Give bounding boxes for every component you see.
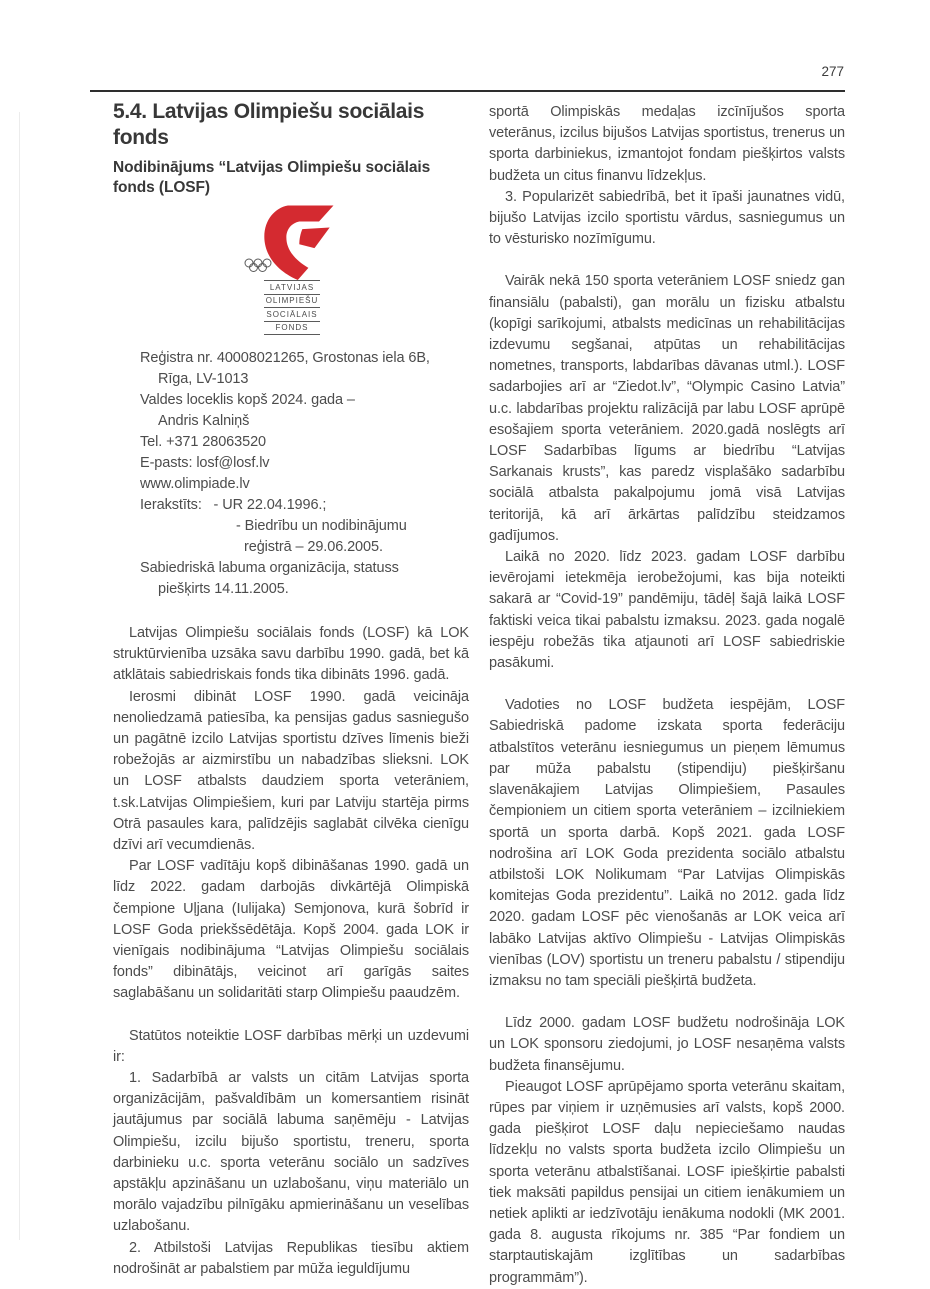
paragraph: Pieaugot LOSF aprūpējamo sporta veterānu skaitam, rūpes par viņiem ir uzņēmusies arī valsts, kopš 2000. gada piešķirot LOSF daļu nepieciešamo naudas līdzekļu no valsts sporta budžeta izcilo Olimpiešu un sporta veterānu atbalstīšanai. LOSF ipiešķirtie pabalsti tiek maksāti papildus pensijai un citiem ienākumiem un netiek aplikti ar iedzīvotāju ienākuma nodokli (MK 2001. gada 8. augusta rīkojums nr. 385 “Par fondiem un starptautiskajām izglītības un sadarbības programmām”).	[489, 1078, 845, 1286]
left-column	[113, 99, 469, 1289]
losf-logo-wordmark	[264, 280, 320, 335]
paragraph-spacer	[113, 1005, 469, 1026]
contact-line: Valdes loceklis kopš 2024. gada –	[140, 392, 355, 408]
paragraph: 2. Atbilstoši Latvijas Republikas tiesību aktiem nodrošināt ar pabalstiem par mūža ieguldījumu	[113, 1239, 469, 1277]
contact-line: www.olimpiade.lv	[140, 476, 250, 492]
paragraph: Latvijas Olimpiešu sociālais fonds (LOSF) kā LOK struktūrvienība uzsāka savu darbību 1990. gadā, bet kā atklātais sabiedriskais fonds tika dibināts 1996. gadā.	[113, 625, 469, 684]
paragraph: Vairāk nekā 150 sporta veterāniem LOSF sniedz gan finansiālu (pabalsti), gan morālu un fizisku atbalstu (kopīgi sarīkojumi, atbalsts medicīnas un rehabilitācijas izdevumu segšanai, atpūtas un rehabilitācijas nometnes, transports, labdarības dāvanas utml.). LOSF sadarbojies arī ar “Ziedot.lv”, “Olympic Casino Latvia” u.c. labdarības projektu ralizācijā par labu LOSF aprūpē esošajiem sporta veterāniem. 2020.gadā noslēgts arī LOSF Sadarbības līgums ar biedrību “Latvijas Sarkanais krusts”, kas paredz visplašāko sadarbību sociālā atbalsta pakalpojumu jomā visā Latvijas teritorijā, kā arī ārkārtas palīdzību steidzamos gadījumos.	[489, 273, 845, 544]
paragraph: Vadoties no LOSF budžeta iespējām, LOSF Sabiedriskā padome izskata sporta federāciju atbalstītos veterānu iesniegumus un pieņem lēmumus par mūža pabalstu (stipendiju) piešķiršanu slavenākajiem Latvijas Olimpiešiem, Pasaules čempioniem un citiem sporta veterāniem – izcilniekiem sportā un sporta darbā. Kopš 2021. gada LOSF nodrošina arī LOK Goda prezidenta sociālo atbalstu atbilstoši LOK Nolikumam “Par Latvijas Olimpiskās komitejas Goda prezidentu”. Laikā no 2012. gada līdz 2020. gadam LOSF pēc vienošanās ar LOK veica arī labāko Latvijas aktīvo Olimpiešu - Latvijas Olimpiskās vienības (LOV) sportistu un treneru pabalstu / stipendiju izmaksu no tam speciāli piešķirtā budžeta.	[489, 697, 845, 989]
logo-word: OLIMPIEŠU	[264, 294, 320, 308]
contact-line: E-pasts: losf@losf.lv	[140, 455, 270, 471]
logo-word: FONDS	[264, 321, 320, 336]
contact-line: Sabiedriskā labuma organizācija, statuss	[140, 560, 399, 576]
paragraph: Laikā no 2020. līdz 2023. gadam LOSF darbību ievērojami ietekmēja ierobežojumi, kas bija noteikti sakarā ar “Covid-19” pandēmiju, tādēļ šajā laikā LOSF faktiski veica tikai pabalstu izmaksu. 2023. gada nogalē iespēju robežās tika atjaunoti arī LOSF sabiedriskie pasākumi.	[489, 549, 845, 672]
paragraph-spacer	[489, 250, 845, 271]
paragraph: Ierosmi dibināt LOSF 1990. gadā veicināja nenoliedzamā patiesība, ka pensijas gadus sasniegušo un pagātnē izcilo Latvijas sportistu dzīves līmenis bieži robežojās ar aizmirstību un nabadzības slieksni. LOK un LOSF atbalsts daudziem sporta veterāniem, t.sk.Latvijas Olimpiešiem, kuri par Latviju startēja pirms Otrā pasaules kara, palīdzējis saglabāt cilvēka cienīgu dzīvi arī vecumdienās.	[113, 688, 469, 854]
contact-line: Rīga, LV-1013	[158, 371, 249, 387]
header-rule	[90, 90, 845, 92]
contact-line: - Biedrību un nodibinājumu	[236, 518, 407, 534]
paragraph: Līdz 2000. gadam LOSF budžetu nodrošināja LOK un LOK sponsoru ziedojumi, jo LOSF nesaņēma valsts budžeta finansējumu.	[489, 1015, 845, 1074]
contact-line: Ierakstīts: - UR 22.04.1996.;	[140, 497, 327, 513]
logo-word: SOCIĀLAIS	[264, 307, 320, 321]
contact-line: Tel. +371 28063520	[140, 434, 266, 450]
paragraph: 3. Popularizēt sabiedrībā, bet it īpaši jaunatnes vidū, bijušo Latvijas izcilo sportistu vārdus, sasniegumus un to vēsturisko nozīmīgumu.	[489, 188, 845, 248]
body-text-left	[113, 623, 469, 1280]
paragraph: Par LOSF vadītāju kopš dibināšanas 1990. gadā un līdz 2022. gadam darbojās divkārtējā Olimpiskā čempione Uļjana (Iulijaka) Semjonova, kurā šobrīd ir LOSF Goda priekšsēdētāja. Kopš 2004. gada LOK ir vienīgais nodibinājuma “Latvijas Olimpiešu sociālais fonds” dibinātājs, veicinot arī garīgās saites saglabāšanu un solidaritāti starp Olimpiešu paaudzēm.	[113, 858, 469, 1002]
paragraph: 1. Sadarbībā ar valsts un citām Latvijas sporta organizācijām, pašvaldībām un komersantiem risināt jautājumus par sociālā labuma saņēmēju - Latvijas Olimpiešu, izcilu bijušo sportistu, treneru, sporta darbinieku u.c. sporta veterānu sociālo un sadzīves apstākļu apzināšanu un uzlabošanu, viņu materiālo un morālo vajadzību pilnīgāku apmierināšanu un veselības uzlabošanu.	[113, 1070, 469, 1235]
two-column-layout	[113, 99, 845, 1289]
logo-word: LATVIJAS	[264, 280, 320, 294]
contact-line: Reģistra nr. 40008021265, Grostonas iela 6B,	[140, 350, 430, 366]
body-text-right	[489, 102, 845, 1289]
contact-info	[140, 348, 469, 600]
losf-logo	[226, 204, 356, 334]
right-column	[489, 99, 845, 1289]
section-title: 5.4. Latvijas Olimpiešu sociālais fonds	[113, 100, 425, 149]
section-subtitle: Nodibinājums “Latvijas Olimpiešu sociālais fonds (LOSF)	[113, 159, 431, 196]
olympic-rings-icon	[244, 258, 272, 273]
paragraph: sportā Olimpiskās medaļas izcīnījušos sporta veterānus, izcilus bijušos Latvijas sportistus, trenerus un sporta darbiniekus, izmantojot fondam piešķirtos valsts budžeta un citus finanvu līdzekļus.	[489, 104, 845, 184]
contact-line: piešķirts 14.11.2005.	[158, 581, 289, 597]
paragraph-spacer	[489, 992, 845, 1013]
page-edge-artifact	[19, 112, 20, 1240]
contact-line: Andris Kalniņš	[158, 413, 250, 429]
paragraph-spacer	[489, 674, 845, 695]
contact-line: reģistrā – 29.06.2005.	[244, 539, 383, 555]
paragraph: Statūtos noteiktie LOSF darbības mērķi un uzdevumi ir:	[113, 1027, 469, 1065]
page-number: 277	[821, 64, 844, 79]
